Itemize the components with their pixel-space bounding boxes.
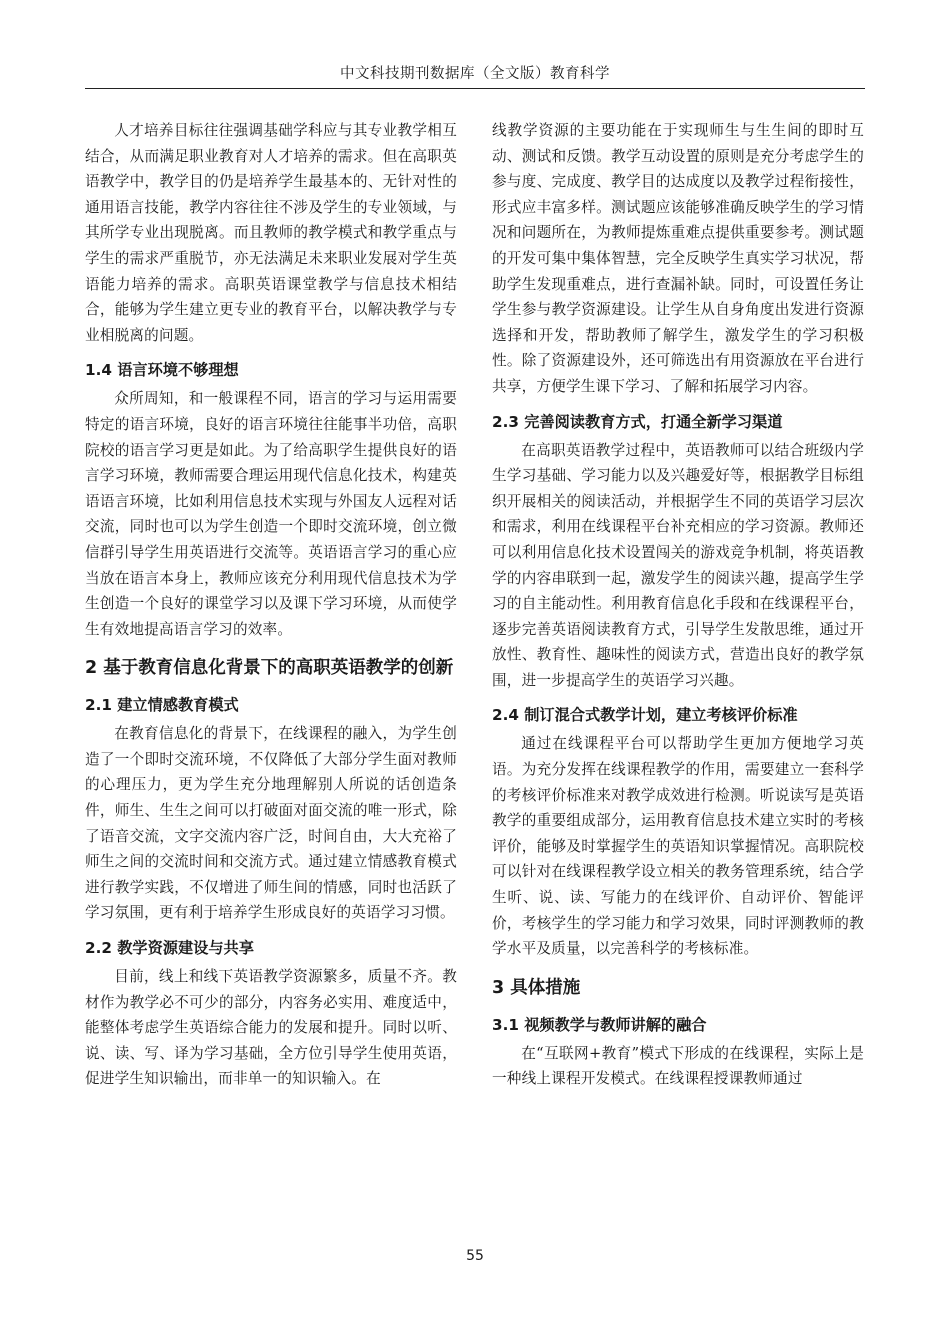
paragraph-3-1: 在“互联网+教育”模式下形成的在线课程，实际上是一种线上课程开发模式。在线课程授课教师通过: [492, 1044, 864, 1088]
header-divider: [85, 88, 865, 89]
heading-1-4: 1.4 语言环境不够理想: [85, 361, 239, 380]
heading-3-1: 3.1 视频教学与教师讲解的融合: [492, 1015, 707, 1034]
paragraph-2-1: 在教育信息化的背景下，在线课程的融入，为学生创造了一个即时交流环境，不仅降低了大部分学生面对教师的心理压力，更为学生充分地理解别人所说的话创造条件，师生、生生之间可以打破面对面交流的唯一形式，除了语音交流，文字交流内容广泛，时间自由，大大充裕了师生之间的交流时间和交流方式。通过建立情感教育模式进行教学实践，不仅增进了师生间的情感，同时也活跃了学习氛围，更有利于培养学生形成良好的英语学习习惯。: [85, 725, 457, 922]
page-number: 55: [466, 1248, 484, 1264]
heading-2-1: 2.1 建立情感教育模式: [85, 696, 239, 715]
running-header: 中文科技期刊数据库（全文版）教育科学: [340, 66, 610, 82]
right-column: [492, 118, 864, 1092]
paragraph-1-4: 众所周知，和一般课程不同，语言的学习与运用需要特定的语言环境，良好的语言环境往往能事半功倍，高职院校的语言学习更是如此。为了给高职学生提供良好的语言学习环境，教师需要合理运用现代信息化技术，构建英语语言环境，比如利用信息技术实现与外国友人远程对话交流，同时也可以为学生创造一个即时交流环境，创立微信群引导学生用英语进行交流等。英语语言学习的重心应当放在语言本身上，教师应该充分利用现代信息技术为学生创造一个良好的课堂学习以及课下学习环境，从而使学生有效地提高语言学习的效率。: [85, 390, 457, 638]
heading-2: 2 基于教育信息化背景下的高职英语教学的创新: [85, 658, 454, 679]
paragraph-2-2: 目前，线上和线下英语教学资源繁多，质量不齐。教材作为教学必不可少的部分，内容务必实用、难度适中，能整体考虑学生英语综合能力的发展和提升。同时以听、说、读、写、译为学习基础，全方位引导学生使用英语，促进学生知识输出，而非单一的知识输入。在: [85, 968, 457, 1088]
heading-2-4: 2.4 制订混合式教学计划，建立考核评价标准: [492, 706, 798, 725]
left-column: [85, 118, 457, 1092]
paragraph-intro: 人才培养目标往往强调基础学科应与其专业教学相互结合，从而满足职业教育对人才培养的需求。但在高职英语教学中，教学目的仍是培养学生最基本的、无针对性的通用语言技能，教学内容往往不涉及学生的专业领域，与其所学专业出现脱离。而且教师的教学模式和教学重点与学生的需求严重脱节，亦无法满足未来职业发展对学生英语能力培养的需求。高职英语课堂教学与信息技术相结合，能够为学生建立更专业的教育平台，以解决教学与专业相脱离的问题。: [85, 122, 457, 344]
heading-2-2: 2.2 教学资源建设与共享: [85, 939, 254, 958]
paragraph-2-3: 在高职英语教学过程中，英语教师可以结合班级内学生学习基础、学习能力以及兴趣爱好等，根据教学目标组织开展相关的阅读活动，并根据学生不同的英语学习层次和需求，利用在线课程平台补充相应的学习资源。教师还可以利用信息化技术设置闯关的游戏竞争机制，将英语教学的内容串联到一起，激发学生的阅读兴趣，提高学生学习的自主能动性。利用教育信息化手段和在线课程平台，逐步完善英语阅读教育方式，引导学生发散思维，通过开放性、教育性、趣味性的阅读方式，营造出良好的教学氛围，进一步提高学生的英语学习兴趣。: [492, 441, 864, 689]
heading-3: 3 具体措施: [492, 977, 581, 998]
paragraph-2-4: 通过在线课程平台可以帮助学生更加方便地学习英语。为充分发挥在线课程教学的作用，需要建立一套科学的考核评价标准来对教学成效进行检测。听说读写是英语教学的重要组成部分，运用教育信息技术建立实时的考核评价，能够及时掌握学生的英语知识掌握情况。高职院校可以针对在线课程教学设立相关的教务管理系统，结合学生听、说、读、写能力的在线评价、自动评价、智能评价，考核学生的学习能力和学习效果，同时评测教师的教学水平及质量，以完善科学的考核标准。: [492, 735, 864, 958]
heading-2-3: 2.3 完善阅读教育方式，打通全新学习渠道: [492, 412, 783, 431]
paragraph-2-2-continued: 线教学资源的主要功能在于实现师生与生生间的即时互动、测试和反馈。教学互动设置的原则是充分考虑学生的参与度、完成度、教学目的达成度以及教学过程衔接性，形式应丰富多样。测试题应该能够准确反映学生的学习情况和问题所在，为教师提炼重难点提供重要参考。测试题的开发可集中集体智慧，完全反映学生真实学习状况，帮助学生发现重难点，进行查漏补缺。同时，可设置任务让学生参与教学资源建设。让学生从自身角度出发进行资源选择和开发，帮助教师了解学生，激发学生的学习积极性。除了资源建设外，还可筛选出有用资源放在平台进行共享，方便学生课下学习、了解和拓展学习内容。: [492, 122, 864, 395]
